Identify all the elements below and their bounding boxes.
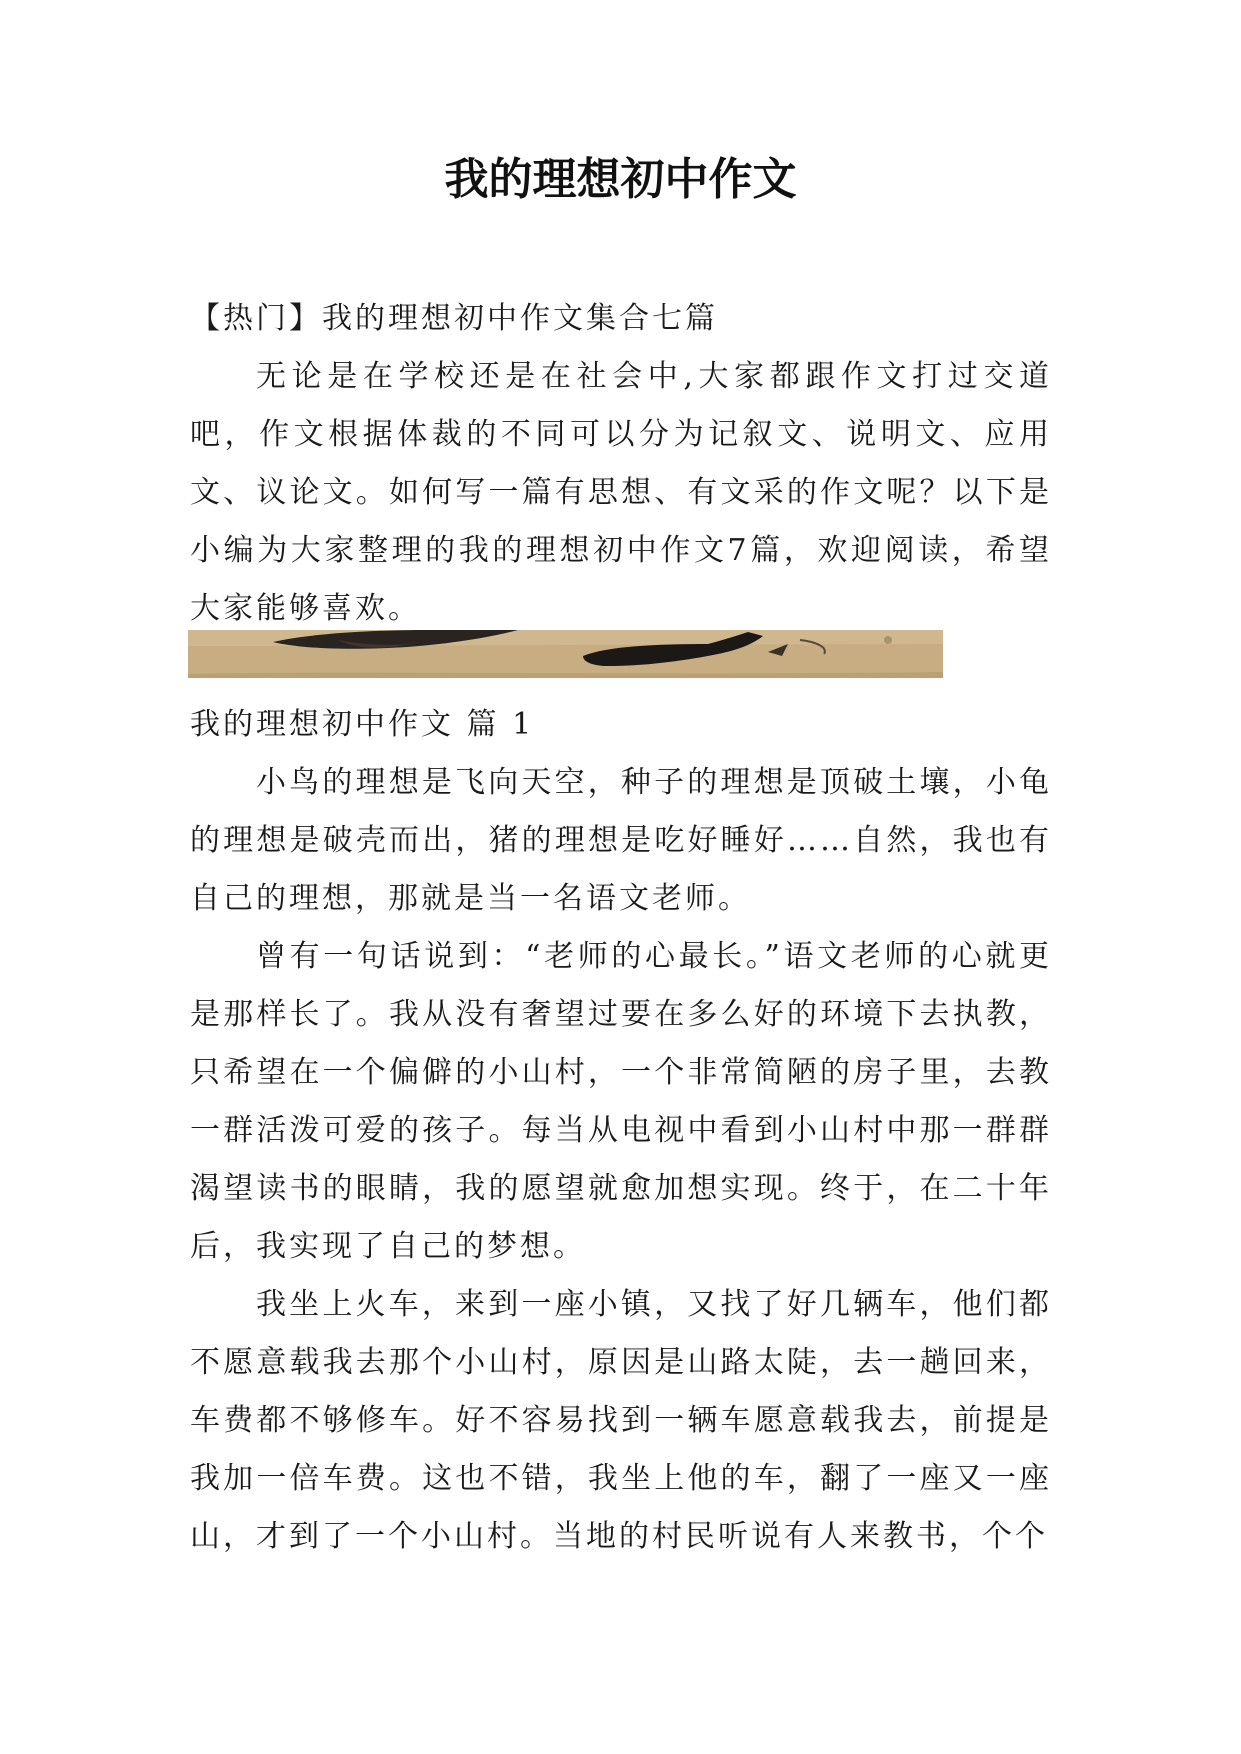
essay-paragraph: 我坐上火车，来到一座小镇，又找了好几辆车，他们都不愿意载我去那个小山村，原因是山路太陡，去一趟回来，车费都不够修车。好不容易找到一辆车愿意载我去，前提是我加一倍车费。这也不错，我坐上他的车，翻了一座又一座山，才到了一个小山村。当地的村民听说有人来教书，个个 — [190, 1287, 1052, 1554]
section-heading: 我的理想初中作文 篇 1 — [190, 707, 535, 742]
document-title: 我的理想初中作文 — [444, 154, 797, 205]
document-subtitle: 【热门】我的理想初中作文集合七篇 — [190, 301, 718, 336]
essay-paragraph: 曾有一句话说到：“老师的心最长。”语文老师的心就更是那样长了。我从没有奢望过要在多么好的环境下去执教，只希望在一个偏僻的小山村，一个非常简陋的房子里，去教一群活泼可爱的孩子。每当从电视中看到小山村中那一群群渴望读书的眼睛，我的愿望就愈加想实现。终于，在二十年后，我实现了自己的梦想。 — [190, 939, 1052, 1264]
intro-section — [190, 290, 1052, 638]
essay-section — [190, 696, 1052, 1566]
essay-paragraph: 小鸟的理想是飞向天空，种子的理想是顶破土壤，小龟的理想是破壳而出，猪的理想是吃好睡好……自然，我也有自己的理想，那就是当一名语文老师。 — [190, 765, 1052, 916]
banner-image — [188, 630, 943, 678]
intro-paragraph: 无论是在学校还是在社会中,大家都跟作文打过交道吧，作文根据体裁的不同可以分为记叙文、说明文、应用文、议论文。如何写一篇有思想、有文采的作文呢？以下是小编为大家整理的我的理想初中作文7篇，欢迎阅读，希望大家能够喜欢。 — [190, 359, 1052, 626]
